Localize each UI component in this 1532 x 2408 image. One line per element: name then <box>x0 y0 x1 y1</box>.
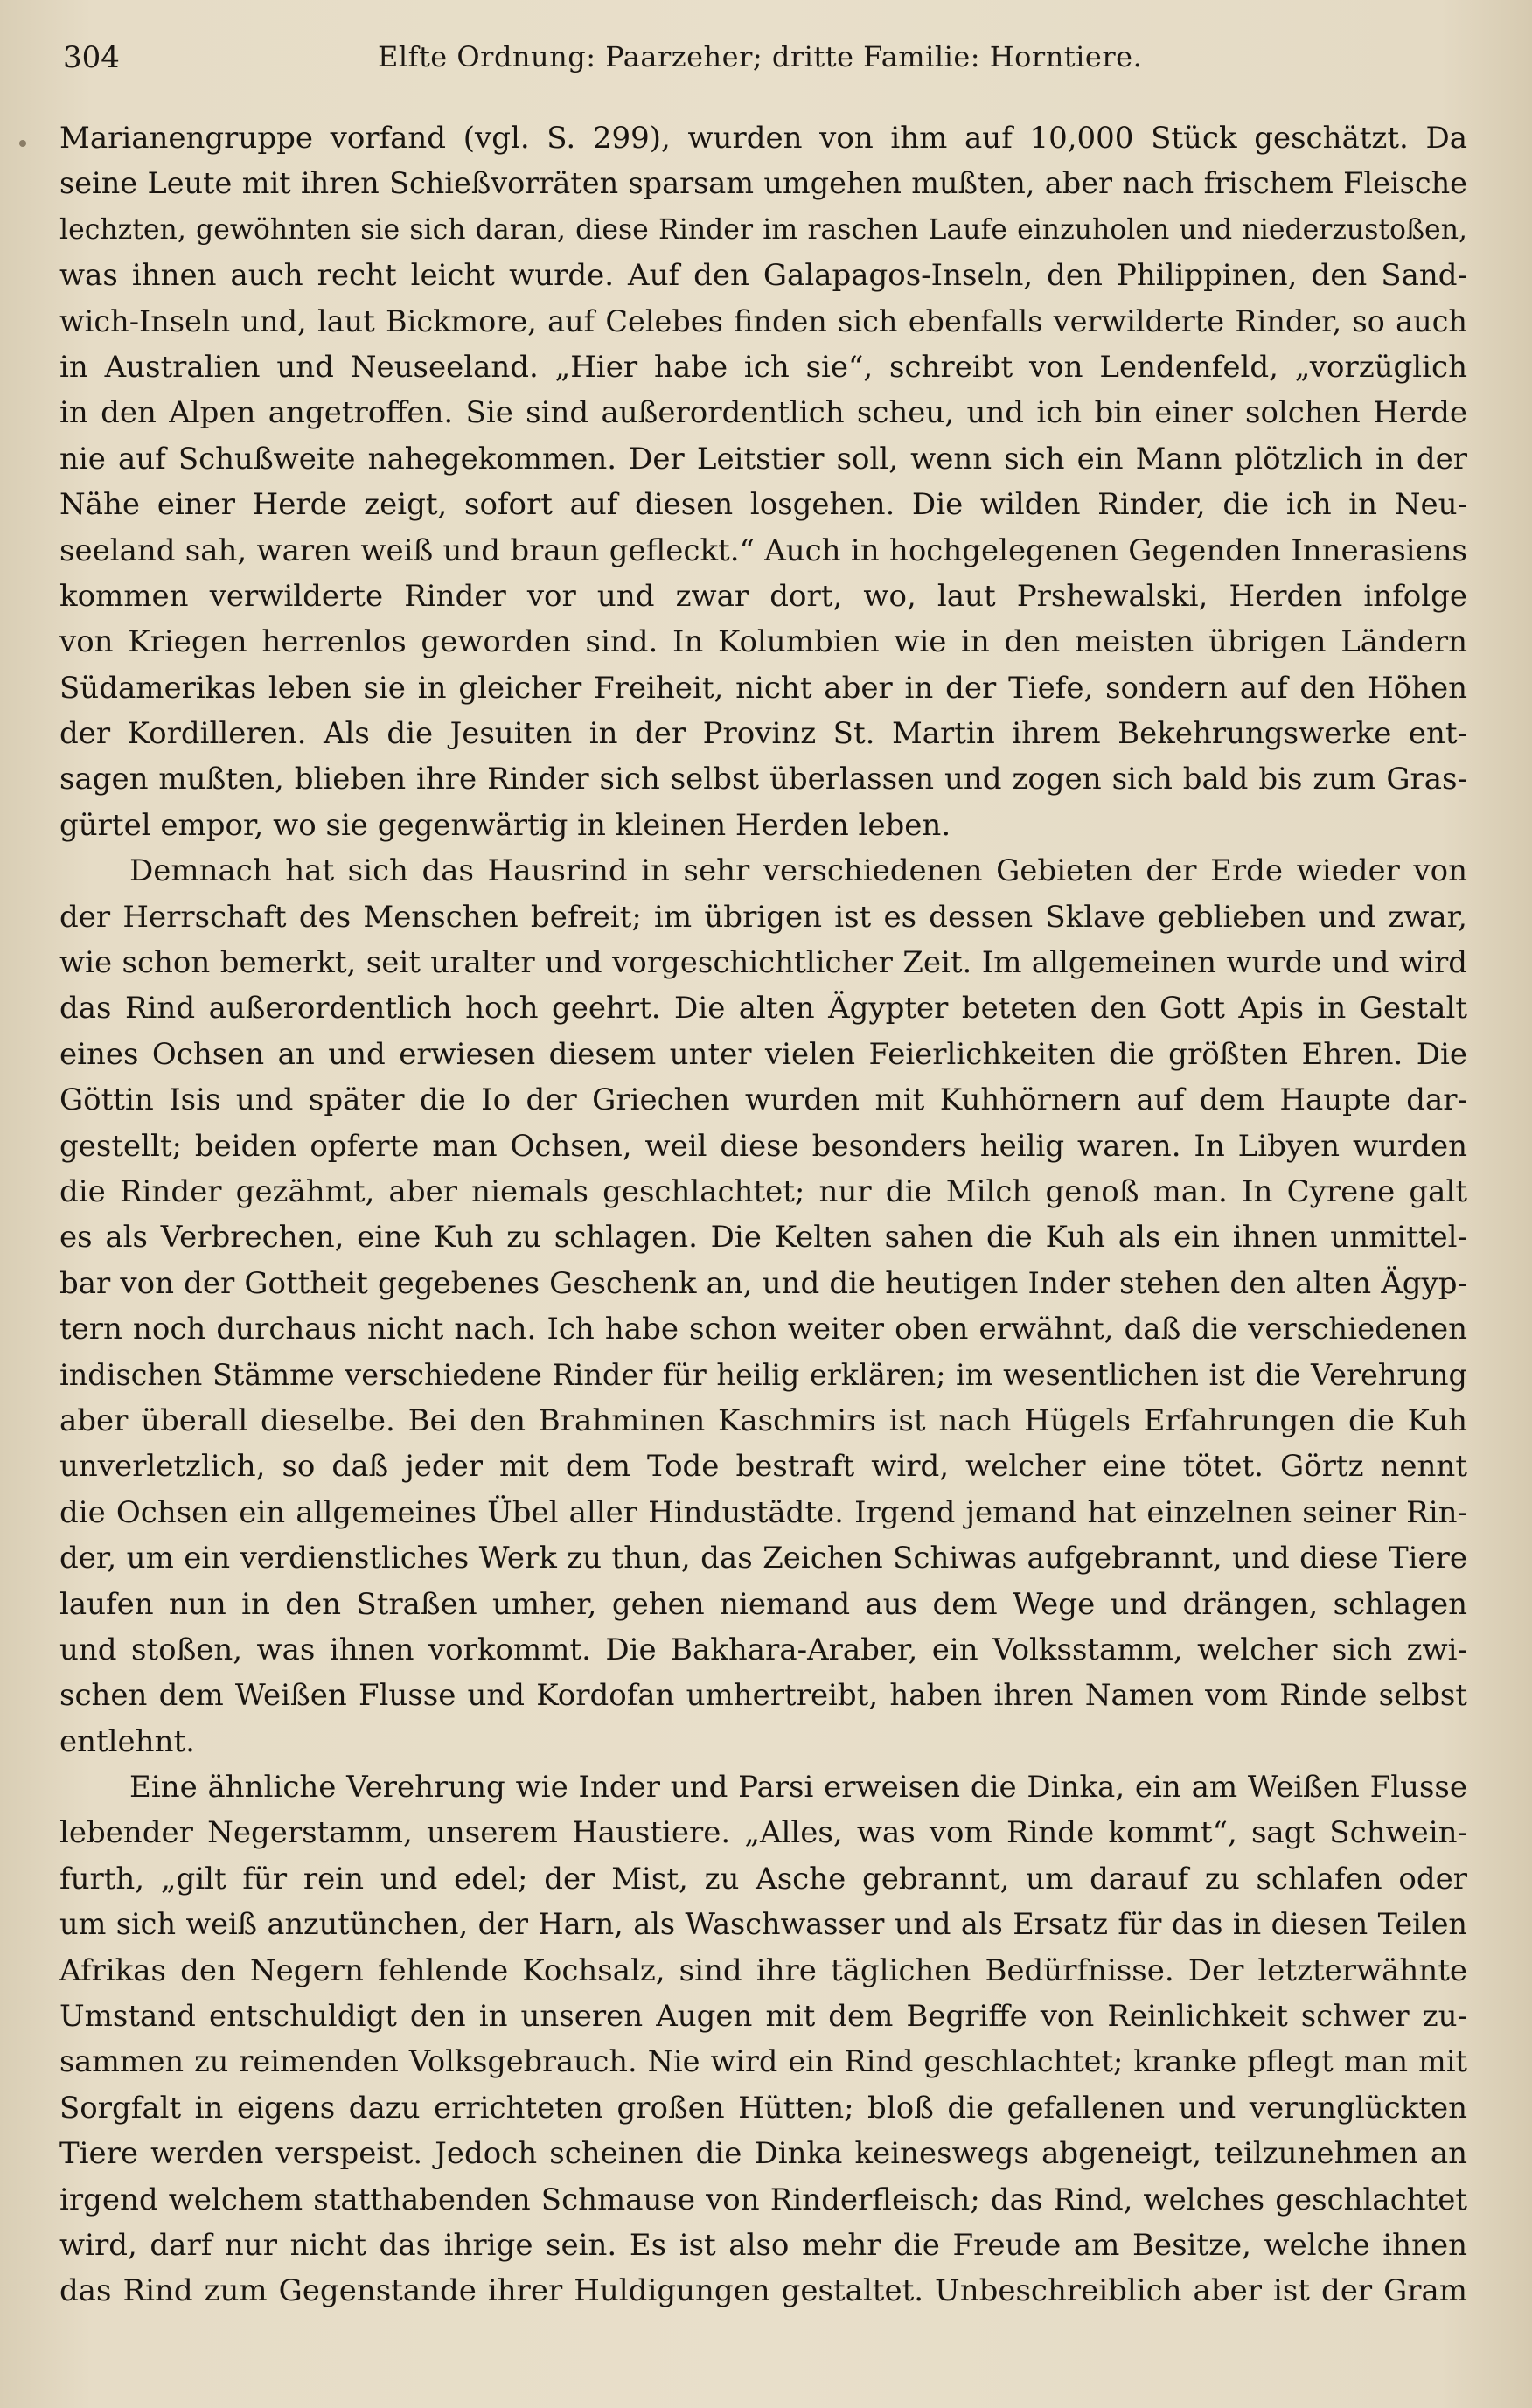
text-line: Demnach hat sich das Hausrind in sehr verschiedenen Gebieten der Erde wieder von <box>129 853 1467 889</box>
text-line: Südamerikas leben sie in gleicher Freiheit, nicht aber in der Tiefe, sondern auf den Höhen <box>59 670 1467 706</box>
margin-speck <box>19 140 26 147</box>
text-line: Umstand entschuldigt den in unseren Augen mit dem Begriffe von Reinlichkeit schwer zu- <box>59 1999 1467 2035</box>
text-line: Nähe einer Herde zeigt, sofort auf diesen losgehen. Die wilden Rinder, die ich in Neu- <box>59 487 1467 523</box>
text-line: die Ochsen ein allgemeines Übel aller Hindustädte. Irgend jemand hat einzelnen seiner Rin- <box>59 1494 1467 1530</box>
text-line: irgend welchem statthabenden Schmause von Rinderfleisch; das Rind, welches geschlachtet <box>59 2182 1467 2217</box>
text-line: kommen verwilderte Rinder vor und zwar dort, wo, laut Prshewalski, Herden infolge <box>59 578 1467 614</box>
running-head: Elfte Ordnung: Paarzeher; dritte Familie: Horntiere. <box>378 40 1143 73</box>
paragraph-3 <box>59 1764 1467 2314</box>
text-line: Afrikas den Negern fehlende Kochsalz, sind ihre täglichen Bedürfnisse. Der letzterwähnte <box>59 1952 1467 1988</box>
text-line: gürtel empor, wo sie gegenwärtig in kleinen Herden leben. <box>59 807 951 843</box>
text-line: eines Ochsen an und erwiesen diesem unter vielen Feierlichkeiten die größten Ehren. Die <box>59 1036 1467 1072</box>
text-line: wich-Inseln und, laut Bickmore, auf Celebes finden sich ebenfalls verwilderte Rinder, so auch <box>59 303 1467 338</box>
text-line: was ihnen auch recht leicht wurde. Auf den Galapagos-Inseln, den Philippinen, den Sand- <box>59 258 1467 294</box>
page-number: 304 <box>63 40 120 75</box>
text-line: sammen zu reimenden Volksgebrauch. Nie wird ein Rind geschlachtet; kranke pflegt man mit <box>59 2044 1467 2079</box>
text-line: wird, darf nur nicht das ihrige sein. Es ist also mehr die Freude am Besitze, welche ihnen <box>59 2227 1467 2263</box>
text-line: laufen nun in den Straßen umher, gehen niemand aus dem Wege und drängen, schlagen <box>59 1586 1467 1622</box>
text-line: wie schon bemerkt, seit uralter und vorgeschichtlicher Zeit. Im allgemeinen wurde und wird <box>59 945 1467 981</box>
body-text <box>59 115 1467 2314</box>
text-line: das Rind zum Gegenstande ihrer Huldigungen gestaltet. Unbeschreiblich aber ist der Gram <box>59 2273 1467 2309</box>
text-line: nie auf Schußweite nahegekommen. Der Leitstier soll, wenn sich ein Mann plötzlich in der <box>59 441 1467 477</box>
text-line: von Kriegen herrenlos geworden sind. In Kolumbien wie in den meisten übrigen Ländern <box>59 624 1467 660</box>
text-line: lebender Negerstamm, unserem Haustiere. „Alles, was vom Rinde kommt“, sagt Schwein- <box>59 1815 1467 1851</box>
text-line: die Rinder gezähmt, aber niemals geschlachtet; nur die Milch genoß man. In Cyrene galt <box>59 1173 1467 1209</box>
text-line: unverletzlich, so daß jeder mit dem Tode bestraft wird, welcher eine tötet. Görtz nennt <box>59 1449 1467 1485</box>
text-line: in den Alpen angetroffen. Sie sind außerordentlich scheu, und ich bin einer solchen Herde <box>59 395 1467 431</box>
text-line: seine Leute mit ihren Schießvorräten sparsam umgehen mußten, aber nach frischem Fleische <box>59 166 1467 201</box>
text-line: seeland sah, waren weiß und braun gefleckt.“ Auch in hochgelegenen Gegenden Innerasiens <box>59 532 1467 568</box>
page-header <box>63 40 1471 93</box>
text-line: indischen Stämme verschiedene Rinder für heilig erklären; im wesentlichen ist die Verehrung <box>59 1357 1467 1392</box>
text-line: und stoßen, was ihnen vorkommt. Die Bakhara-Araber, ein Volksstamm, welcher sich zwi- <box>59 1632 1467 1667</box>
text-line: Sorgfalt in eigens dazu errichteten großen Hütten; bloß die gefallenen und verunglückten <box>59 2090 1467 2126</box>
text-line: tern noch durchaus nicht nach. Ich habe schon weiter oben erwähnt, daß die verschiedenen <box>59 1312 1467 1347</box>
text-line: Eine ähnliche Verehrung wie Inder und Parsi erweisen die Dinka, ein am Weißen Flusse <box>129 1770 1467 1806</box>
text-line: Marianengruppe vorfand (vgl. S. 299), wurden von ihm auf 10,000 Stück geschätzt. Da <box>59 121 1467 156</box>
text-line: der, um ein verdienstliches Werk zu thun, das Zeichen Schiwas aufgebrannt, und diese Tiere <box>59 1541 1467 1576</box>
text-line: lechzten, gewöhnten sie sich daran, diese Rinder im raschen Laufe einzuholen und niederzustoßen, <box>59 213 1467 246</box>
text-line: in Australien und Neuseeland. „Hier habe ich sie“, schreibt von Lendenfeld, „vorzüglich <box>59 349 1467 385</box>
text-line: der Kordilleren. Als die Jesuiten in der Provinz St. Martin ihrem Bekehrungswerke ent- <box>59 716 1467 752</box>
text-line: es als Verbrechen, eine Kuh zu schlagen. Die Kelten sahen die Kuh als ein ihnen unmittel- <box>59 1220 1467 1256</box>
text-line: Tiere werden verspeist. Jedoch scheinen die Dinka keineswegs abgeneigt, teilzunehmen an <box>59 2136 1467 2172</box>
text-line: das Rind außerordentlich hoch geehrt. Die alten Ägypter beteten den Gott Apis in Gestalt <box>59 991 1467 1027</box>
text-line: um sich weiß anzutünchen, der Harn, als Waschwasser und als Ersatz für das in diesen Teilen <box>59 1907 1467 1942</box>
text-line: gestellt; beiden opferte man Ochsen, weil diese besonders heilig waren. In Libyen wurden <box>59 1128 1467 1164</box>
text-line: Göttin Isis und später die Io der Griechen wurden mit Kuhhörnern auf dem Haupte dar- <box>59 1082 1467 1118</box>
text-line: furth, „gilt für rein und edel; der Mist, zu Asche gebrannt, um darauf zu schlafen oder <box>59 1861 1467 1896</box>
text-line: aber überall dieselbe. Bei den Brahminen Kaschmirs ist nach Hügels Erfahrungen die Kuh <box>59 1402 1467 1438</box>
text-line: bar von der Gottheit gegebenes Geschenk an, und die heutigen Inder stehen den alten Ägyp- <box>59 1265 1467 1301</box>
text-line: sagen mußten, blieben ihre Rinder sich selbst überlassen und zogen sich bald bis zum Gras- <box>59 762 1467 797</box>
text-line: schen dem Weißen Flusse und Kordofan umhertreibt, haben ihren Namen vom Rinde selbst <box>59 1678 1467 1714</box>
paragraph-2 <box>59 848 1467 1764</box>
paragraph-1 <box>59 115 1467 848</box>
text-line: der Herrschaft des Menschen befreit; im übrigen ist es dessen Sklave geblieben und zwar, <box>59 899 1467 935</box>
text-line: entlehnt. <box>59 1723 195 1759</box>
